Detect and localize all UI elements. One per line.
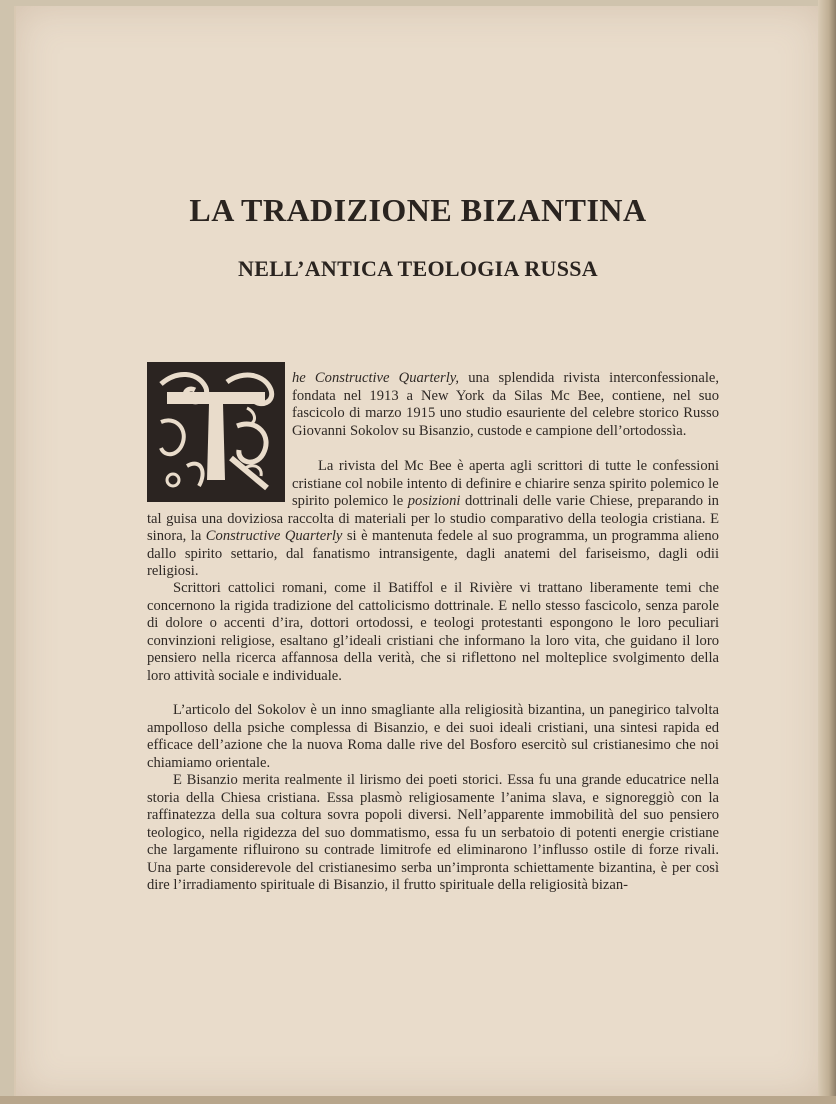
paragraph-2 <box>147 493 719 581</box>
paragraph-5-text: E Bisanzio merita realmente il lirismo dei poeti storici. Essa fu una grande educatrice nella storia della Chiesa cristiana. Essa plasmò religiosamente l’anima slava, e signoreggiò con la raffinatezza della sua coltura sovra popoli diversi. Nell’apparente immobilità del suo pensiero teologico, nella rigidezza del suo dommatismo, essa fu un serbatoio di potenti energie cristiane che largamente rifluirono su contrade limitrofe ed eliminarono l’influsso ostile di forze rivali. Una parte considerevole del cristianesimo serba un’impronta schiettamente bizantina, è per così dire l’irradiamento spirituale di Bisanzio, il frutto spirituale della religiosità bizan- <box>147 772 719 893</box>
paragraph-4 <box>147 702 719 772</box>
paragraph-2-text-b: dottrinali delle varie Chiese, preparando in tal guisa una doviziosa raccolta di materiali per lo studio comparativo della teologia cristiana. E sinora, la <box>147 493 719 544</box>
paragraph-4-text: L’articolo del Sokolov è un inno smagliante alla religiosità bizantina, un panegirico talvolta ampolloso della psiche complessa di Bisanzio, e dei suoi ideali cristiani, una sintesi rapida ed efficace dell’azione che la nuova Roma dalle rive del Bosforo esercitò sul cristianesimo che noi chiamiamo orientale. <box>147 702 719 771</box>
paragraph-2-wrapped <box>292 458 719 493</box>
journal-name-italic-2: Constructive Quarterly <box>205 528 343 544</box>
paragraph-5 <box>147 772 719 895</box>
page-edge <box>818 0 836 1104</box>
positions-italic: posizioni <box>407 493 461 509</box>
paragraph-1-text: una splendida rivista interconfessionale, fondata nel 1913 a New York da Silas Mc Bee, contiene, nel suo fascicolo di marzo 1915 uno studio esauriente del celebre storico Russo Giovanni Sokolov su Bisanzio, custode e campione dell’ortodossìa. <box>292 370 719 439</box>
paragraph-3 <box>147 580 719 685</box>
paragraph-1 <box>292 370 719 440</box>
paragraph-2-text-a: La rivista del Mc Bee è aperta agli scrittori di tutte le confessioni cristiane col nobile intento di definire e chiarire senza spirito polemico le <box>292 458 719 492</box>
page-bottom-edge <box>0 1096 836 1104</box>
paragraph-3-text: Scrittori cattolici romani, come il Batiffol e il Rivière vi trattano liberamente temi che concernono la rigida tradizione del cattolicismo dottrinale. E nello stesso fascicolo, senza parole di dolore o accenti d’ira, dottori ortodossi, e teologi protestanti espongono le loro peculiari convinzioni religiose, esaltano gl’ideali cristiani che informano la loro vita, che guidano il loro pensiero nella ricerca affannosa della verità, che si riflettono nel molteplice svolgimento della loro attività sociale e individuale. <box>147 580 719 684</box>
article-title: LA TRADIZIONE BIZANTINA <box>189 192 647 228</box>
paragraph-2-text-c: si è mantenuta fedele al suo programma, un programma alieno dallo spirito settario, dal fanatismo intransigente, dagli anatemi del fariseismo, dagli odii religiosi. <box>147 528 719 579</box>
ornamental-initial-icon <box>147 362 285 502</box>
article-subtitle: NELL’ANTICA TEOLOGIA RUSSA <box>238 256 598 281</box>
journal-name-italic: he Constructive Quarterly, <box>292 370 460 386</box>
paragraph-2-lead: spirito polemico le <box>292 493 408 509</box>
